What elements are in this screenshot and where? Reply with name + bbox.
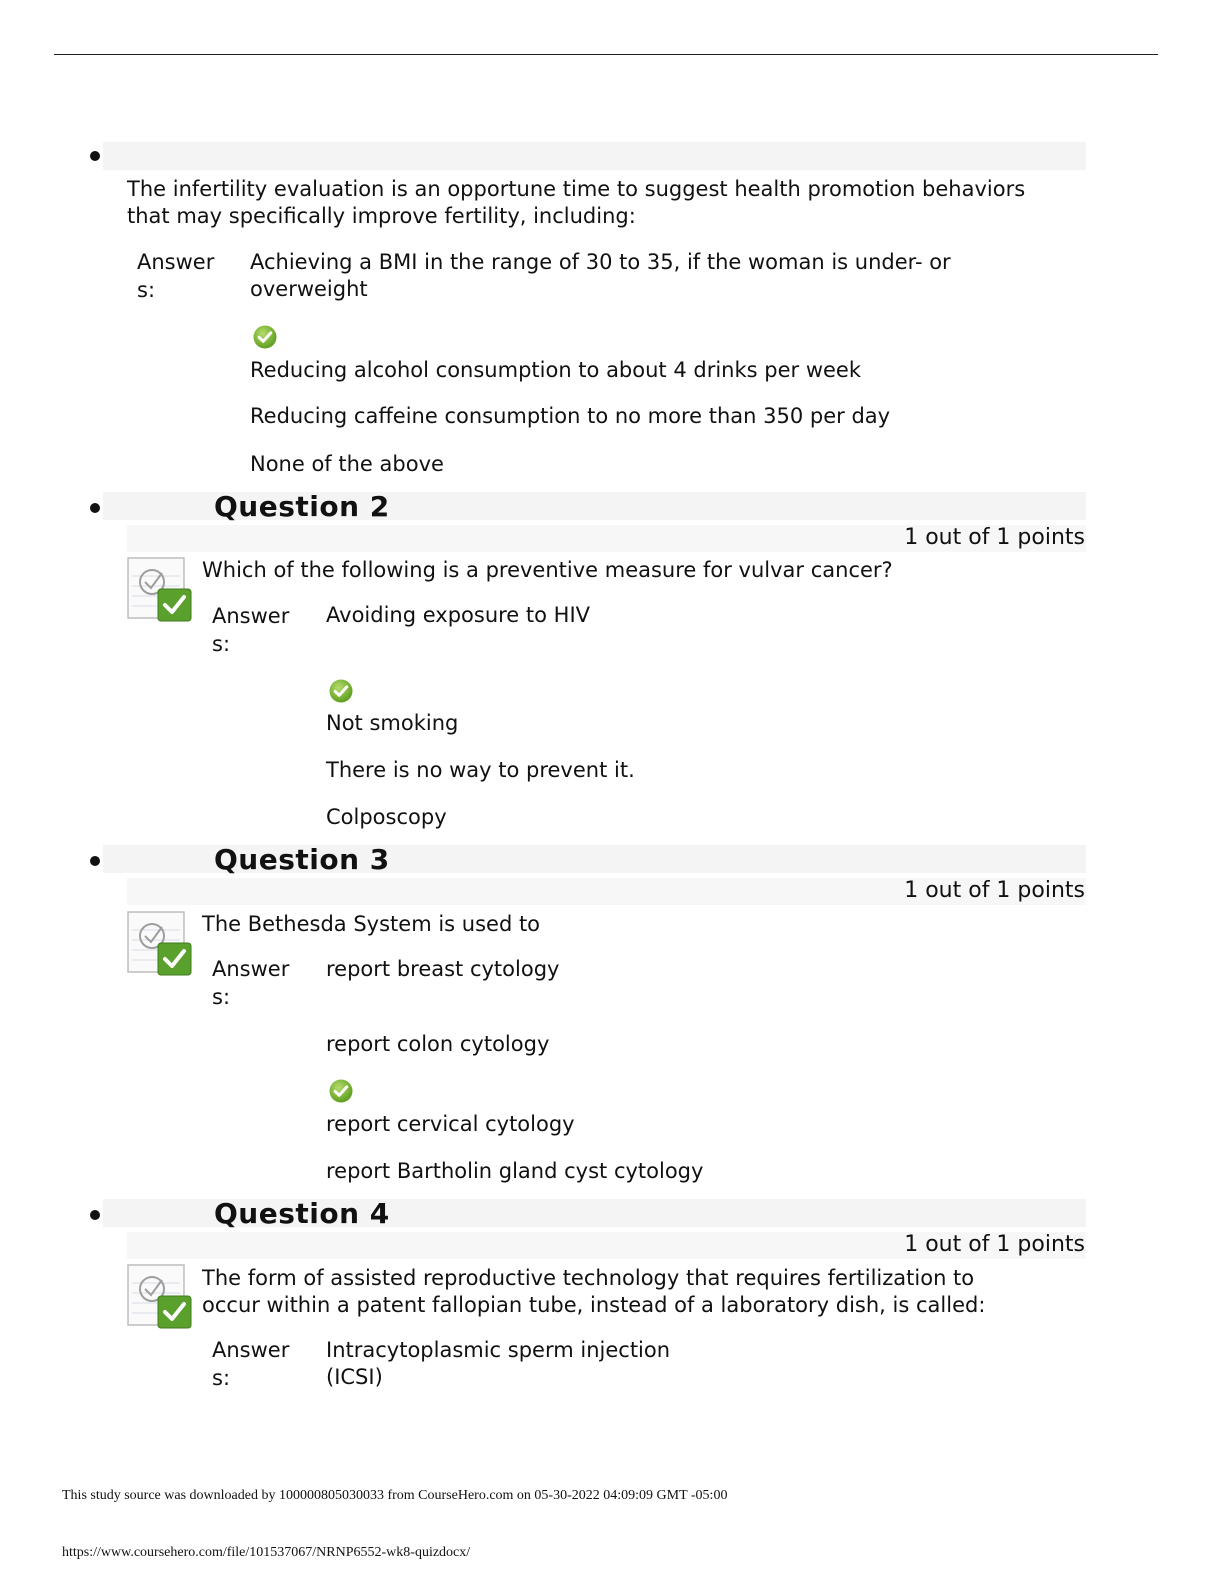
answers-label-line: s: xyxy=(212,985,231,1009)
graded-correct-icon xyxy=(126,910,194,978)
question-text xyxy=(127,176,1025,230)
answers-label-line: Answer xyxy=(137,250,215,274)
answers-label-line: s: xyxy=(212,632,231,656)
answer-option: report cervical cytology xyxy=(326,1112,575,1136)
answer-option xyxy=(326,1337,670,1391)
answer-option-text: overweight xyxy=(250,277,368,301)
graded-correct-icon xyxy=(126,1263,194,1331)
question-title: Question 4 xyxy=(214,1197,390,1230)
points-earned: 1 out of 1 points xyxy=(904,525,1085,550)
answer-option: report breast cytology xyxy=(326,957,560,981)
answer-option: None of the above xyxy=(250,452,444,476)
correct-answer-check-icon xyxy=(253,325,277,349)
answers-label-line: s: xyxy=(137,278,156,302)
bullet xyxy=(90,856,100,866)
question-text-line: The form of assisted reproductive technology that requires fertilization to xyxy=(202,1266,975,1290)
answer-option: report colon cytology xyxy=(326,1032,550,1056)
answer-option: Reducing caffeine consumption to no more than 350 per day xyxy=(250,404,891,428)
bullet xyxy=(90,1210,100,1220)
question-text: Which of the following is a preventive measure for vulvar cancer? xyxy=(202,558,893,582)
answer-option: There is no way to prevent it. xyxy=(326,758,635,782)
answers-label xyxy=(212,602,312,658)
answer-option: Not smoking xyxy=(326,711,459,735)
answer-option xyxy=(250,249,951,303)
answers-label xyxy=(212,955,312,1011)
correct-answer-check-icon xyxy=(329,1079,353,1103)
bullet xyxy=(90,503,100,513)
points-earned: 1 out of 1 points xyxy=(904,1232,1085,1257)
answers-label-line: Answer xyxy=(212,957,290,981)
answer-option-text: Intracytoplasmic sperm injection xyxy=(326,1338,671,1362)
answer-option: report Bartholin gland cyst cytology xyxy=(326,1159,704,1183)
correct-answer-check-icon xyxy=(329,679,353,703)
answer-option: Colposcopy xyxy=(326,805,447,829)
answers-label xyxy=(137,248,237,304)
graded-correct-icon xyxy=(126,556,194,624)
answers-label-line: Answer xyxy=(212,604,290,628)
points-earned: 1 out of 1 points xyxy=(904,878,1085,903)
question-title: Question 3 xyxy=(214,843,390,876)
answer-option: Avoiding exposure to HIV xyxy=(326,603,591,627)
answer-option: Reducing alcohol consumption to about 4 drinks per week xyxy=(250,358,861,382)
answer-option-text: Achieving a BMI in the range of 30 to 35, if the woman is under- or xyxy=(250,250,951,274)
answers-label-line: s: xyxy=(212,1366,231,1390)
question-header-bar xyxy=(103,142,1086,170)
question-text xyxy=(202,1265,985,1319)
answer-option-text: (ICSI) xyxy=(326,1365,383,1389)
question-text-line: that may specifically improve fertility, including: xyxy=(127,204,636,228)
question-text: The Bethesda System is used to xyxy=(202,912,541,936)
answers-label xyxy=(212,1336,312,1392)
answers-label-line: Answer xyxy=(212,1338,290,1362)
source-url-link[interactable]: https://www.coursehero.com/file/101537067/NRNP6552-wk8-quizdocx/ xyxy=(62,1545,471,1560)
question-title: Question 2 xyxy=(214,490,390,523)
download-source-notice: This study source was downloaded by 100000805030033 from CourseHero.com on 05-30-2022 04:09:09 GMT -05:00 xyxy=(62,1488,728,1503)
top-rule xyxy=(54,54,1158,55)
question-text-line: The infertility evaluation is an opportune time to suggest health promotion behaviors xyxy=(127,177,1026,201)
question-text-line: occur within a patent fallopian tube, instead of a laboratory dish, is called: xyxy=(202,1293,986,1317)
bullet xyxy=(90,151,100,161)
